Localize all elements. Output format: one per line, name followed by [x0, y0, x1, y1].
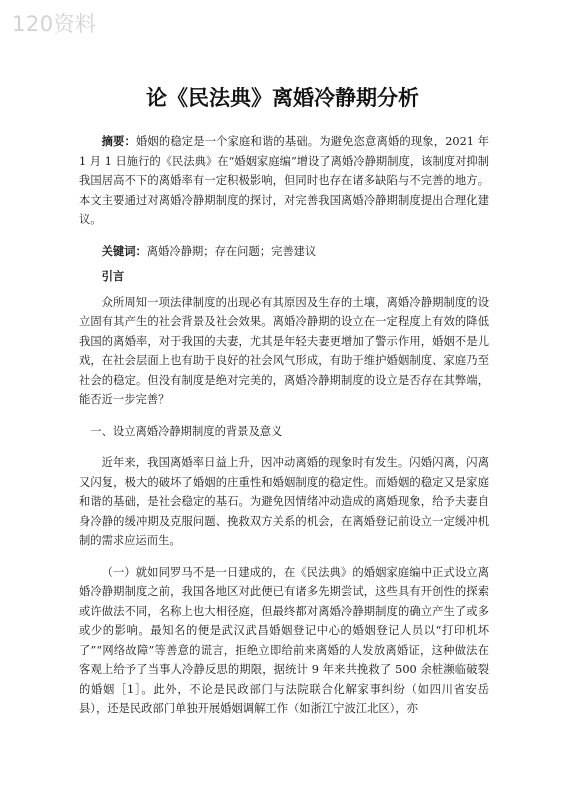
keywords-paragraph: [79, 242, 489, 262]
section-paragraph-2: （一）就如同罗马不是一日建成的，在《民法典》的婚姻家庭编中正式设立离婚冷静期制度之前，我国各地区对此便已有诸多先期尝试，这些具有开创性的探索或许做法不同，名称上也大相径庭，但最终都对离婚冷静期制度的确立产生了或多或少的影响。最知名的便是武汉武昌婚姻登记中心的婚姻登记人员以“打印机坏了”“网络故障”等善意的谎言，拒绝立即给前来离婚的人发放离婚证，这种做法在客观上给予了当事人冷静反思的期限，据统计 9 年来共挽救了 500 余桩濒临破裂的婚姻［1］。此外，不论是民政部门与法院联合化解家事纠纷（如四川省安岳县），还是民政部门单独开展婚姻调解工作（如浙江宁波江北区），亦: [79, 565, 489, 715]
section-paragraph-1: 近年来，我国离婚率日益上升，因冲动离婚的现象时有发生。闪婚闪离，闪离又闪复，极大的破坏了婚姻的庄重性和婚姻制度的稳定性。而婚姻的稳定又是家庭和谐的基础，是社会稳定的基石。为避免因情绪冲动造成的离婚现象，给予夫妻自身冷静的缓冲期及克服问题、挽救双方关系的机会，在离婚登记前设立一定缓冲机制的需求应运而生。: [79, 456, 489, 547]
page-title: 论《民法典》离婚冷静期分析: [146, 86, 419, 110]
watermark: 120资料: [12, 12, 97, 36]
abstract-paragraph: [79, 132, 489, 230]
intro-paragraph: 众所周知一项法律制度的出现必有其原因及生存的土壤，离婚冷静期制度的设立固有其产生的社会背景及社会效果。离婚冷静期的设立在一定程度上有效的降低我国的离婚率，对于我国的夫妻，尤其是年轻夫妻更增加了警示作用，婚姻不是儿戏，在社会层面上也有助于良好的社会风气形成，有助于维护婚姻制度、家庭乃至社会的稳定。但没有制度是绝对完美的，离婚冷静期制度的设立是否存在其弊端，能否近一步完善？: [79, 295, 489, 406]
keywords-text: 离婚冷静期；存在问题；完善建议: [146, 244, 317, 258]
document-body: [79, 132, 489, 719]
section-heading: 一、设立离婚冷静期制度的背景及意义: [90, 424, 283, 438]
intro-heading: 引言: [101, 270, 125, 283]
keywords-label: 关键词：: [101, 244, 147, 258]
abstract-text: 婚姻的稳定是一个家庭和谐的基础。为避免恣意离婚的现象，2021 年 1 月 1 日施行的《民法典》在“婚姻家庭编”增设了离婚冷静期制度，该制度对抑制我国居高不下的离婚率有一定积极影响，但同时也存在诸多缺陷与不完善的地方。本文主要通过对离婚冷静期制度的探讨，对完善我国离婚冷静期制度提出合理化建议。: [79, 135, 489, 226]
abstract-label: 摘要：: [101, 135, 136, 148]
